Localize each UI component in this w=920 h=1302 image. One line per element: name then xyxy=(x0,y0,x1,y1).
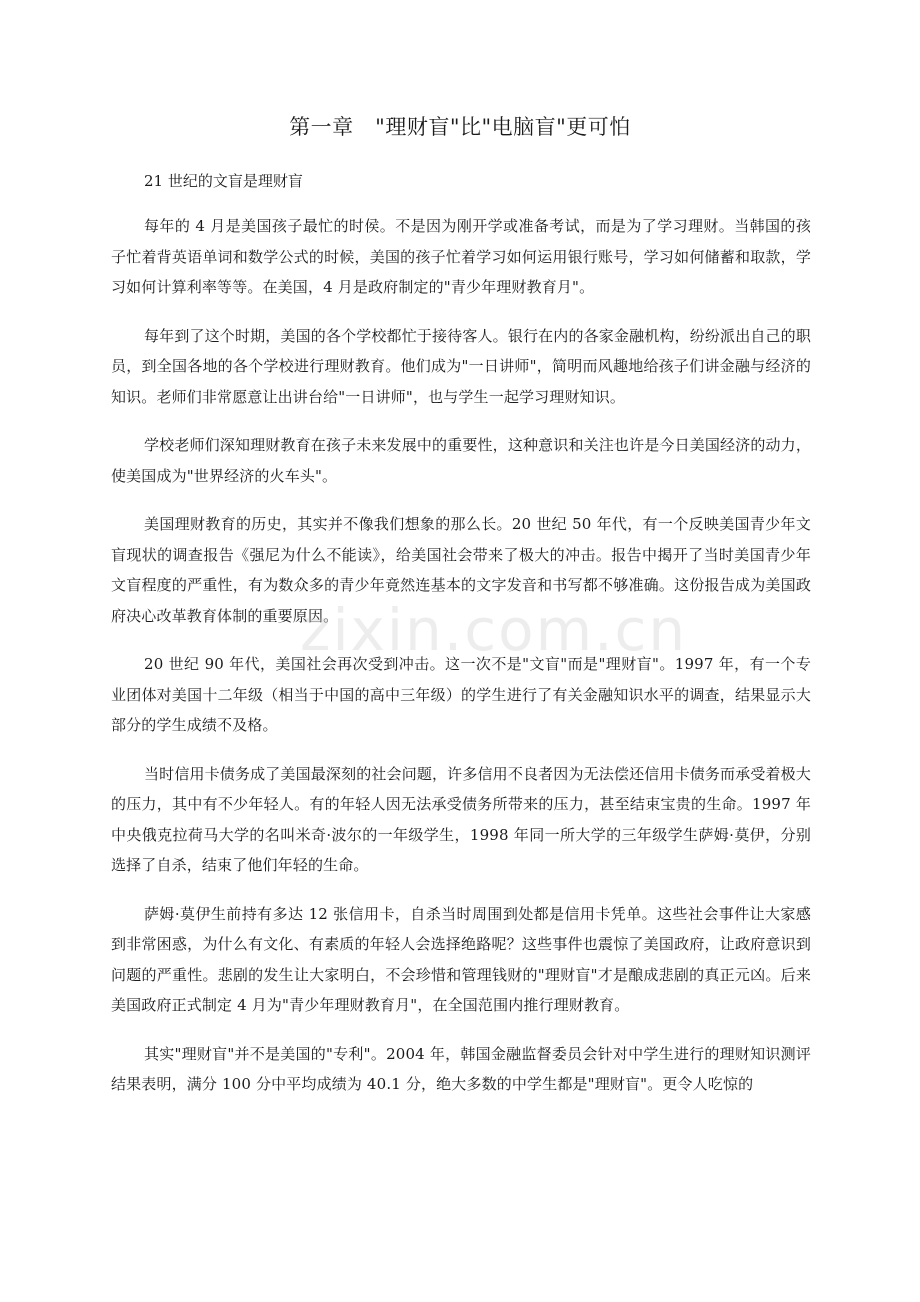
chapter-title: 第一章 "理财盲"比"电脑盲"更可怕 xyxy=(289,115,631,139)
paragraph-7: 萨姆·莫伊生前持有多达 12 张信用卡，自杀当时周围到处都是信用卡凭单。这些社会事件让大家感到非常困惑，为什么有文化、有素质的年轻人会选择绝路呢？这些事件也震惊了美国政府，让政府意识到问题的严重性。悲剧的发生让大家明白，不会珍惜和管理钱财的"理财盲"才是酿成悲剧的真正元凶。后来美国政府正式制定 4 月为"青少年理财教育月"，在全国范围内推行理财教育。 xyxy=(111,904,811,1014)
paragraph-4: 美国理财教育的历史，其实并不像我们想象的那么长。20 世纪 50 年代，有一个反映美国青少年文盲现状的调查报告《强尼为什么不能读》，给美国社会带来了极大的冲击。报告中揭开了当时美国青少年文盲程度的严重性，有为数众多的青少年竟然连基本的文字发音和书写都不够准确。这份报告成为美国政府决心改革教育体制的重要原因。 xyxy=(111,515,811,625)
body-text xyxy=(111,211,811,1118)
paragraph-5: 20 世纪 90 年代，美国社会再次受到冲击。这一次不是"文盲"而是"理财盲"。1997 年，有一个专业团体对美国十二年级（相当于中国的高中三年级）的学生进行了有关金融知识水平的调查，结果显示大部分的学生成绩不及格。 xyxy=(111,655,811,734)
paragraph-2: 每年到了这个时期，美国的各个学校都忙于接待客人。银行在内的各家金融机构，纷纷派出自己的职员，到全国各地的各个学校进行理财教育。他们成为"一日讲师"，简明而风趣地给孩子们讲金融与经济的知识。老师们非常愿意让出讲台给"一日讲师"，也与学生一起学习理财知识。 xyxy=(111,326,811,406)
paragraph-3: 学校老师们深知理财教育在孩子未来发展中的重要性，这种意识和关注也许是今日美国经济的动力，使美国成为"世界经济的火车头"。 xyxy=(111,436,811,485)
section-subtitle: 21 世纪的文盲是理财盲 xyxy=(144,172,303,190)
paragraph-8: 其实"理财盲"并不是美国的"专利"。2004 年，韩国金融监督委员会针对中学生进行的理财知识测评结果表明，满分 100 分中平均成绩为 40.1 分，绝大多数的中学生都是"理财盲"。更令人吃惊的 xyxy=(111,1044,811,1093)
paragraph-6: 当时信用卡债务成了美国最深刻的社会问题，许多信用不良者因为无法偿还信用卡债务而承受着极大的压力，其中有不少年轻人。有的年轻人因无法承受债务所带来的压力，甚至结束宝贵的生命。1997 年中央俄克拉荷马大学的名叫米奇·波尔的一年级学生，1998 年同一所大学的三年级学生萨姆·莫伊，分别选择了自杀，结束了他们年轻的生命。 xyxy=(111,764,811,874)
watermark: zixin.com.cn xyxy=(300,596,688,664)
paragraph-1: 每年的 4 月是美国孩子最忙的时侯。不是因为刚开学或准备考试，而是为了学习理财。当韩国的孩子忙着背英语单词和数学公式的时候，美国的孩子忙着学习如何运用银行账号，学习如何储蓄和取款，学习如何计算利率等等。在美国，4 月是政府制定的"青少年理财教育月"。 xyxy=(111,217,811,296)
